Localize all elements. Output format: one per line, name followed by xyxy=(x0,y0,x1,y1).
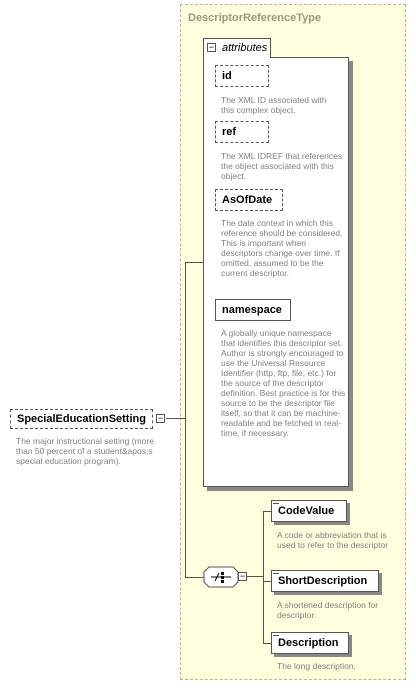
collapse-root-icon[interactable]: − xyxy=(157,413,164,423)
element-codevalue-label: CodeValue xyxy=(278,505,335,517)
element-description-label: Description xyxy=(278,637,339,649)
connector-root xyxy=(166,418,186,419)
element-description[interactable] xyxy=(271,632,349,654)
attribute-asofdate[interactable] xyxy=(215,189,283,211)
connector-codevalue xyxy=(263,511,271,512)
element-codevalue-description: A code or abbreviation that is used to refer to the descriptor xyxy=(277,530,389,550)
type-title: DescriptorReferenceType xyxy=(188,12,322,24)
root-element-description: The major instructional setting (more than 50 percent of a student&apos;s special education program). xyxy=(16,436,154,466)
collapse-attributes-icon[interactable]: − xyxy=(208,42,215,52)
connector-shortdescription xyxy=(263,581,271,582)
connector-attributes xyxy=(185,262,203,263)
connector-vertical xyxy=(185,262,186,578)
element-codevalue[interactable] xyxy=(271,500,347,522)
attributes-label: attributes xyxy=(222,42,268,54)
attribute-namespace[interactable] xyxy=(215,299,291,321)
attribute-ref[interactable] xyxy=(215,121,269,143)
attribute-ref-description: The XML IDREF that references the object associated with this object. xyxy=(221,151,343,181)
connector-sequence-out xyxy=(247,576,263,577)
collapse-sequence-icon[interactable]: − xyxy=(239,571,246,581)
attribute-ref-label: ref xyxy=(222,126,237,138)
connector-sequence xyxy=(185,577,205,578)
element-shortdescription[interactable] xyxy=(271,570,379,592)
root-element-label: SpecialEducationSetting xyxy=(17,413,146,425)
sequence-compositor-icon[interactable] xyxy=(203,566,239,588)
attribute-asofdate-description: The date context in which this reference should be considered. This is important when descriptors change over time. If omitted, assumed to be the current descriptor. xyxy=(221,218,343,278)
attribute-id[interactable] xyxy=(215,65,269,87)
element-codevalue-marker xyxy=(273,503,279,504)
element-shortdescription-description: A shortened description for descriptor. xyxy=(277,600,379,620)
attribute-id-label: id xyxy=(222,70,232,82)
root-element[interactable] xyxy=(10,409,153,429)
element-description-marker xyxy=(273,635,279,636)
element-description-description: The long description. xyxy=(277,661,356,671)
attribute-namespace-label: namespace xyxy=(222,304,282,316)
connector-elements-vertical xyxy=(263,511,264,643)
element-shortdescription-marker xyxy=(273,573,279,574)
element-shortdescription-label: ShortDescription xyxy=(278,575,368,587)
attribute-asofdate-label: AsOfDate xyxy=(222,194,273,206)
attribute-id-description: The XML ID associated with this complex object. xyxy=(221,95,327,115)
connector-description xyxy=(263,643,271,644)
attribute-namespace-description: A globally unique namespace that identifies this descriptor set. Author is strongly encouraged to use the Universal Resource Identifier (http, ftp, file, etc.) for the source of the descriptor definition. Best practice is for this source to be the descriptor file itself, so that it can be machine-readable and be fetched in real-time, if necessary. xyxy=(221,328,346,438)
